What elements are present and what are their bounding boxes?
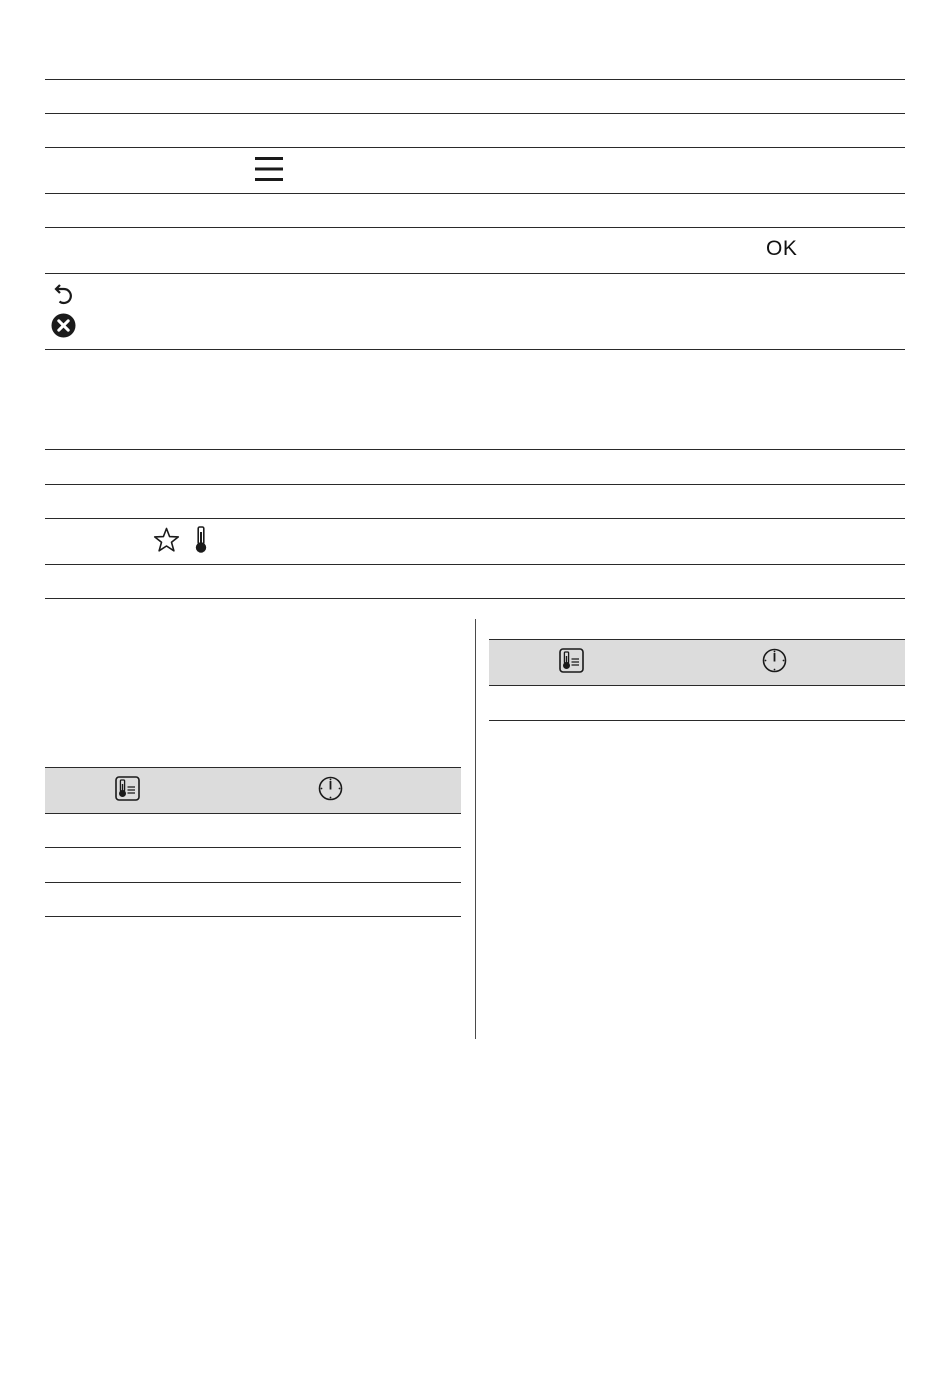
- table-rule: [45, 273, 905, 274]
- back-arrow-icon: [51, 282, 75, 306]
- clock-icon: [318, 776, 343, 801]
- column-divider: [475, 619, 476, 1039]
- table-rule: [45, 767, 461, 768]
- star-icon: [153, 527, 180, 553]
- table-rule: [45, 882, 461, 883]
- table-rule: [45, 79, 905, 80]
- table-rule: [45, 147, 905, 148]
- ok-button[interactable]: OK: [766, 237, 798, 260]
- clock-icon: [762, 648, 787, 673]
- table-rule: [45, 916, 461, 917]
- table-rule: [489, 639, 905, 640]
- thermometer-icon: [194, 526, 208, 554]
- table-header: [489, 639, 905, 685]
- table-header: [45, 767, 461, 813]
- table-rule: [45, 193, 905, 194]
- menu-icon: [254, 156, 284, 182]
- table-rule: [45, 598, 905, 599]
- food-sensor-icon: [115, 776, 140, 801]
- table-rule: [45, 113, 905, 114]
- table-rule: [489, 685, 905, 686]
- table-rule: [45, 847, 461, 848]
- food-sensor-icon: [559, 648, 584, 673]
- table-rule: [45, 449, 905, 450]
- table-rule: [45, 564, 905, 565]
- cancel-icon: [51, 313, 76, 338]
- table-rule: [489, 720, 905, 721]
- table-rule: [45, 518, 905, 519]
- table-rule: [45, 484, 905, 485]
- table-rule: [45, 227, 905, 228]
- table-rule: [45, 349, 905, 350]
- table-rule: [45, 813, 461, 814]
